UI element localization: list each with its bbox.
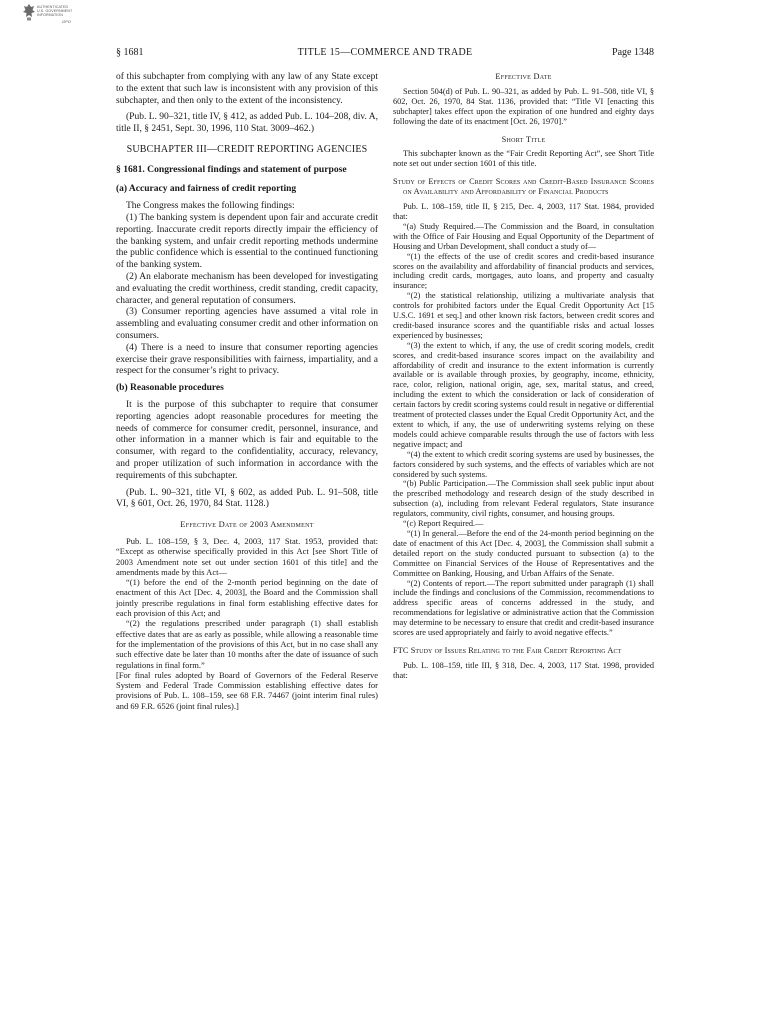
study-item-4: “(4) the extent to which credit scoring systems are used by businesses, the factors considered by such systems, and the effects of variables which are not considered by such systems. [393,449,654,479]
subsection-b-heading: (b) Reasonable procedures [116,383,224,394]
running-head [116,47,654,61]
study-item-3: “(3) the extent to which, if any, the use of credit scoring models, credit scores, and credit-based insurance scores impact on the availability and affordability of credit and insurance to the extent information is currently available or is available through proxies, by geography, income, ethnicity, race, color, religion, national origin, age, sex, marital status, and creed, including the extent to which the consideration or lack of consideration of certain factors by credit scoring systems could result in negative or differential treatment of protected classes under the Equal Credit Opportunity Act, and the extent to which, if any, the use of underwriting systems relying on these models could achieve comparable results through the use of factors with less negative impact; and [393,340,654,449]
running-head-title: TITLE 15—COMMERCE AND TRADE [297,47,473,58]
subchapter-heading: SUBCHAPTER III—CREDIT REPORTING AGENCIES [126,143,368,155]
left-column [116,72,378,711]
note-heading-ftc-study: FTC Study of Issues Relating to the Fair Credit Reporting Act [393,645,622,655]
study-item-2: “(2) the statistical relationship, utilizing a multivariate analysis that controls for prohibited factors under the Equal Credit Opportunity Act [15 U.S.C. 1691 et seq.] and other known risk factors, between credit scores and credit-based insurance scores and the quantifiable risks and actual losses experienced by businesses; [393,291,654,340]
seal-gpo-mark: GPO [62,19,71,24]
running-head-page: Page 1348 [612,47,654,58]
note-heading-short-title: Short Title [501,134,546,144]
note-effective-date-text: Section 504(d) of Pub. L. 90–321, as added by Pub. L. 91–508, title VI, § 602, Oct. 26, 1970, 84 Stat. 1136, provided that: “Title VI [enacting this subchapter] takes effect upon the expiration of one hundred and eighty days following the date of its enactment [Oct. 26, 1970].” [393,86,654,126]
note-heading-effective-date: Effective Date [495,72,552,81]
paragraph-continuation: of this subchapter from complying with any law of any State except to the extent that such law is inconsistent with any provision of this subchapter, and then only to the extent of the inconsistency. [116,72,378,106]
note-effective-date-2003-item-2: “(2) the regulations prescribed under paragraph (1) shall establish effective dates that are as early as possible, while allowing a reasonable time for the implementation of the provisions of this Act, but in no case shall any such effective date be later than 10 months after the date of issuance of such regulations in final form.” [116,618,378,670]
study-item-1: “(1) the effects of the use of credit scores and credit-based insurance scores on the availability and affordability of financial products and services, including credit cards, mortgages, auto loans, and property and casualty insurance; [393,251,654,291]
note-effective-date-2003-final-rules: [For final rules adopted by Board of Governors of the Federal Reserve System and Federal Trade Commission establishing effective dates for provisions of Pub. L. 108–159, see 68 F.R. 74467 (joint interim final rules) and 69 F.R. 6526 (joint final rules).] [116,669,378,711]
note-effective-date-2003-text: Pub. L. 108–159, § 3, Dec. 4, 2003, 117 Stat. 1953, provided that: “Except as otherwise specifically provided in this Act [see Short Title of 2003 Amendment note set out under section 1601 of this title] and the amendments made by this Act— [116,536,378,577]
ftc-study-text: Pub. L. 108–159, title III, § 318, Dec. 4, 2003, 117 Stat. 1998, provided that: [393,660,654,680]
study-report-contents: “(2) Contents of report.—The report submitted under paragraph (1) shall include the findings and conclusions of the Commission, recommendations to address specific areas of concerns addressed in the study, and recommendations for legislative or administrative action that the Commission may determine to be necessary to ensure that credit and credit-based insurance scores are used appropriately and fairly to avoid negative effects.” [393,578,654,638]
note-heading-credit-score-study: Study of Effects of Credit Scores and Credit-Based Insurance Scores on Availability and Affordability of Financial Products [393,177,654,197]
subsection-a-heading: (a) Accuracy and fairness of credit reporting [116,184,297,195]
subsection-b-text: It is the purpose of this subchapter to require that consumer reporting agencies adopt reasonable procedures for meeting the needs of commerce for consumer credit, personnel, insurance, and other information in a manner which is fair and equitable to the consumer, with regard to the confidentiality, accuracy, relevancy, and proper utilization of such information in accordance with the requirements of this subchapter. [116,400,378,481]
study-subsection-c: “(c) Report Required.— [403,519,484,529]
running-head-section: § 1681 [116,47,144,58]
note-effective-date-2003-item-1: “(1) before the end of the 2-month period beginning on the date of enactment of this Act [Dec. 4, 2003], the Board and the Commission shall jointly prescribe regulations in final form establishing effective dates for each provision of this Act; and [116,577,378,619]
finding-3: (3) Consumer reporting agencies have assumed a vital role in assembling and evaluating consumer credit and other information on consumers. [116,307,378,342]
study-subsection-a: “(a) Study Required.—The Commission and the Board, in consultation with the Office of Fair Housing and Equal Opportunity of the Department of Housing and Urban Development, shall conduct a study of— [393,221,654,251]
source-citation-2: (Pub. L. 90–321, title VI, § 602, as added Pub. L. 91–508, title VI, § 601, Oct. 26, 1970, 84 Stat. 1128.) [116,487,378,510]
seal-text: AUTHENTICATED U.S. GOVERNMENT INFORMATION [37,5,73,17]
study-intro: Pub. L. 108–159, title II, § 215, Dec. 4, 2003, 117 Stat. 1984, provided that: [393,202,654,221]
gpo-authentication-seal [22,3,78,25]
note-short-title-text: This subchapter known as the “Fair Credit Reporting Act”, see Short Title note set out under section 1601 of this title. [393,149,654,169]
study-report-general: “(1) In general.—Before the end of the 24-month period beginning on the date of enactment of this Act [Dec. 4, 2003], the Commission shall submit a detailed report on the study conducted pursuant to subsection (a) to the Committee on Financial Services of the House of Representatives and the Committee on Banking, Housing, and Urban Affairs of the Senate. [393,528,654,578]
right-column [393,72,654,681]
finding-4: (4) There is a need to insure that consumer reporting agencies exercise their grave responsibilities with fairness, impartiality, and a respect for the consumer’s right to privacy. [116,342,378,377]
study-subsection-b: “(b) Public Participation.—The Commission shall seek public input about the prescribed methodology and research design of the study described in subsection (a), including from relevant Federal regulators, State insurance regulators, community, civil rights, consumer, and housing groups. [393,479,654,519]
finding-2: (2) An elaborate mechanism has been developed for investigating and evaluating the credit worthiness, credit standing, credit capacity, character, and general reputation of consumers. [116,272,378,306]
source-citation: (Pub. L. 90–321, title IV, § 412, as added Pub. L. 104–208, div. A, title II, § 2451, Sept. 30, 1996, 110 Stat. 3009–462.) [116,112,378,135]
subsection-a-intro: The Congress makes the following findings: [126,201,295,212]
section-title: § 1681. Congressional findings and statement of purpose [116,164,347,176]
eagle-seal-icon [22,3,36,21]
note-heading-effective-date-2003: Effective Date of 2003 Amendment [180,519,314,530]
finding-1: (1) The banking system is dependent upon fair and accurate credit reporting. Inaccurate credit reports directly impair the efficiency of the banking system, and unfair credit reporting methods undermine the public confidence which is essential to the continued functioning of the banking system. [116,213,378,271]
